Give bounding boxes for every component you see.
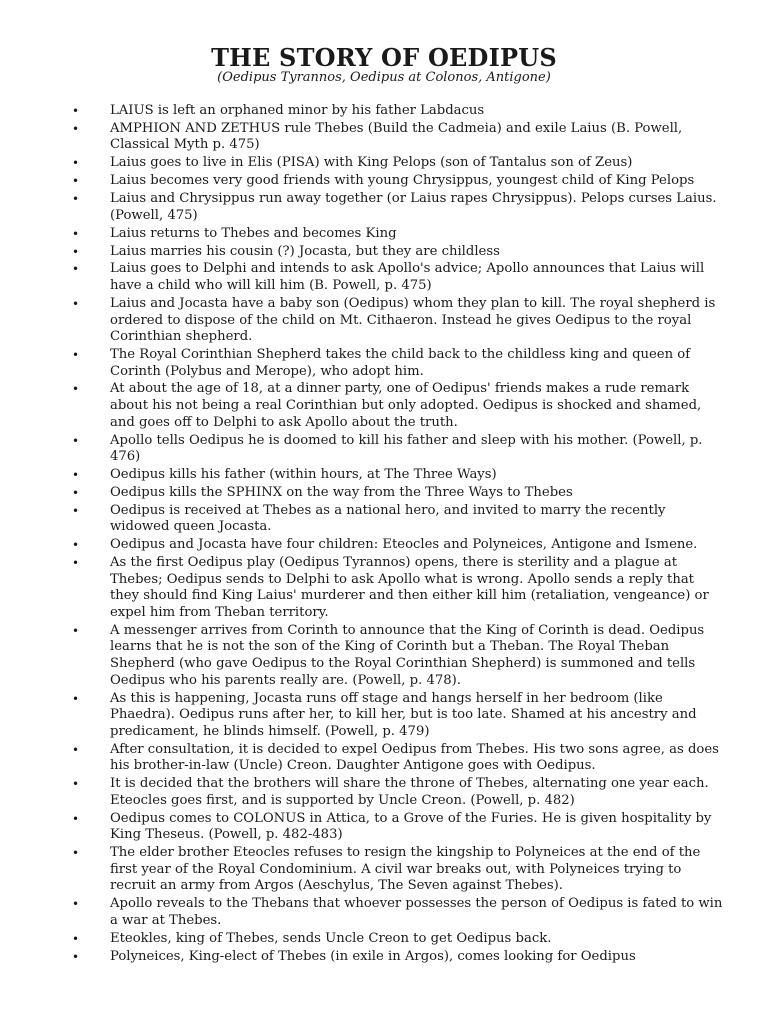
list-item-text: AMPHION AND ZETHUS rule Thebes (Build the Cadmeia) and exile Laius (B. Powell, Classical Myth p. 475) xyxy=(110,120,683,153)
list-item-text: Oedipus kills the SPHINX on the way from the Three Ways to Thebes xyxy=(110,484,573,500)
list-item xyxy=(0,931,768,948)
list-item-text: Oedipus comes to COLONUS in Attica, to a Grove of the Furies. He is given hospitality by King Theseus. (Powell, p. 482-483) xyxy=(110,810,712,843)
page-title: THE STORY OF OEDIPUS xyxy=(211,43,557,72)
story-bullet-list xyxy=(0,103,768,966)
list-item-text: Laius goes to Delphi and intends to ask Apollo's advice; Apollo announces that Laius will have a child who will kill him (B. Powell, p. 475) xyxy=(110,261,705,294)
list-item-text: At about the age of 18, at a dinner party, one of Oedipus' friends makes a rude remark about his not being a real Corinthian but only adopted. Oedipus is shocked and shamed, and goes off to Delphi to ask Apollo about the truth. xyxy=(110,381,702,430)
list-item-text: Oedipus is received at Thebes as a national hero, and invited to marry the recently widowed queen Jocasta. xyxy=(110,502,666,535)
bullet-icon: • xyxy=(72,623,80,638)
list-item xyxy=(0,381,768,431)
list-item xyxy=(0,485,768,502)
bullet-icon: • xyxy=(72,485,80,500)
list-item xyxy=(0,261,768,294)
page-subtitle: (Oedipus Tyrannos, Oedipus at Colonos, Antigone) xyxy=(217,70,551,85)
bullet-icon: • xyxy=(72,433,80,448)
bullet-icon: • xyxy=(72,226,80,241)
bullet-icon: • xyxy=(72,931,80,946)
list-item-text: Apollo tells Oedipus he is doomed to kill his father and sleep with his mother. (Powell, p. 476) xyxy=(110,432,703,465)
list-item-text: Oedipus kills his father (within hours, at The Three Ways) xyxy=(110,467,497,483)
list-item xyxy=(0,691,768,741)
list-item-text: Laius and Chrysippus run away together (or Laius rapes Chrysippus). Pelops curses Laius. (Powell, 475) xyxy=(110,191,717,223)
list-item xyxy=(0,776,768,809)
bullet-icon: • xyxy=(72,192,80,207)
list-item xyxy=(0,296,768,346)
bullet-icon: • xyxy=(72,156,80,171)
bullet-icon: • xyxy=(72,503,80,518)
bullet-icon: • xyxy=(72,262,80,277)
list-item-text: It is decided that the brothers will share the throne of Thebes, alternating one year each. Eteocles goes first, and is supported by Uncle Creon. (Powell, p. 482) xyxy=(110,776,709,808)
list-item-text: The Royal Corinthian Shepherd takes the child back to the childless king and queen of Corinth (Polybus and Merope), who adopt him. xyxy=(110,346,691,379)
list-item xyxy=(0,896,768,929)
list-item-text: Polyneices, King-elect of Thebes (in exile in Argos), comes looking for Oedipus xyxy=(110,948,636,964)
list-item-text: The elder brother Eteocles refuses to resign the kingship to Polyneices at the end of the first year of the Royal Condominium. A civil war breaks out, with Polyneices trying to recruit an army from Argos (Aeschylus, The Seven against Thebes). xyxy=(110,845,701,894)
list-item xyxy=(0,433,768,466)
list-item xyxy=(0,121,768,154)
list-item-text: Laius and Jocasta have a baby son (Oedipus) whom they plan to kill. The royal shepherd is ordered to dispose of the child on Mt. Cithaeron. Instead he gives Oedipus to the royal Corinthian shepherd. xyxy=(110,295,716,345)
bullet-icon: • xyxy=(72,468,80,483)
list-item xyxy=(0,845,768,895)
list-item xyxy=(0,103,768,120)
bullet-icon: • xyxy=(72,691,80,706)
list-item xyxy=(0,191,768,224)
list-item-text: Apollo reveals to the Thebans that whoever possesses the person of Oedipus is fated to win a war at Thebes. xyxy=(110,896,723,928)
list-item xyxy=(0,742,768,775)
list-item xyxy=(0,347,768,380)
bullet-icon: • xyxy=(72,382,80,397)
bullet-icon: • xyxy=(72,777,80,792)
list-item-text: LAIUS is left an orphaned minor by his father Labdacus xyxy=(110,103,485,118)
bullet-icon: • xyxy=(72,296,80,311)
list-item xyxy=(0,155,768,172)
bullet-icon: • xyxy=(72,121,80,136)
list-item xyxy=(0,555,768,621)
list-item-text: Eteokles, king of Thebes, sends Uncle Creon to get Oedipus back. xyxy=(110,930,552,946)
bullet-icon: • xyxy=(72,556,80,571)
list-item-text: Oedipus and Jocasta have four children: Eteocles and Polyneices, Antigone and Ismene. xyxy=(110,537,698,553)
list-item xyxy=(0,949,768,966)
list-item xyxy=(0,467,768,484)
bullet-icon: • xyxy=(72,897,80,912)
list-item xyxy=(0,623,768,689)
list-item-text: Laius returns to Thebes and becomes King xyxy=(110,225,397,241)
bullet-icon: • xyxy=(72,742,80,757)
list-item xyxy=(0,503,768,536)
bullet-icon: • xyxy=(72,347,80,362)
list-item xyxy=(0,244,768,261)
bullet-icon: • xyxy=(72,538,80,553)
bullet-icon: • xyxy=(72,811,80,826)
list-item-text: As the first Oedipus play (Oedipus Tyrannos) opens, there is sterility and a plague at Thebes; Oedipus sends to Delphi to ask Apollo what is wrong. Apollo sends a reply that they should find King Laius' murderer and then either kill him (retaliation, vengeance) or expel him from Theban territory. xyxy=(110,555,709,620)
bullet-icon: • xyxy=(72,104,80,118)
list-item-text: After consultation, it is decided to expel Oedipus from Thebes. His two sons agree, as does his brother-in-law (Uncle) Creon. Daughter Antigone goes with Oedipus. xyxy=(110,741,719,774)
list-item xyxy=(0,173,768,190)
list-item-text: Laius goes to live in Elis (PISA) with King Pelops (son of Tantalus son of Zeus) xyxy=(110,155,633,171)
list-item xyxy=(0,537,768,554)
bullet-icon: • xyxy=(72,244,80,259)
bullet-icon: • xyxy=(72,174,80,189)
list-item-text: Laius marries his cousin (?) Jocasta, but they are childless xyxy=(110,243,500,259)
list-item-text: As this is happening, Jocasta runs off stage and hangs herself in her bedroom (like Phaedra). Oedipus runs after her, to kill her, but is too late. Shamed at his ancestry and predicament, he blinds himself. (Powell, p. 479) xyxy=(110,690,697,739)
list-item-text: Laius becomes very good friends with young Chrysippus, youngest child of King Pelops xyxy=(110,173,695,189)
list-item xyxy=(0,811,768,844)
bullet-icon: • xyxy=(72,949,80,964)
bullet-icon: • xyxy=(72,846,80,861)
list-item xyxy=(0,226,768,243)
list-item-text: A messenger arrives from Corinth to announce that the King of Corinth is dead. Oedipus learns that he is not the son of the King of Corinth but a Theban. The Royal Theban Shepherd (who gave Oedipus to the Royal Corinthian Shepherd) is summoned and tells Oedipus who his parents really are. (Powell, p. 478). xyxy=(110,622,705,688)
